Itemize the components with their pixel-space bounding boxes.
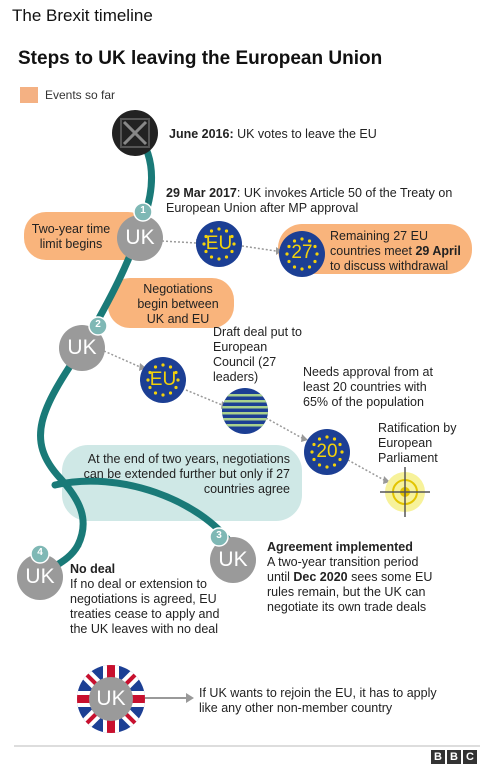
uk-label-step1: UK [125,226,155,249]
rejoin-text: If UK wants to rejoin the EU, it has to apply like any other non-member country [199,686,437,715]
label-27: 27 [291,242,313,263]
step2-number: 2 [95,319,101,330]
qualified-majority-icon [220,388,270,434]
draft-deal-text: Draft deal put to European Council (27 leaders) [213,325,302,384]
agreement-text-a: A two-year transition period until [267,555,419,584]
remaining-27-text [330,229,470,274]
event-june-2016 [169,127,469,142]
needs-approval-text: Needs approval from at least 20 countries with 65% of the population [303,365,433,409]
connector-uk-eu [162,241,196,243]
bbc-logo [431,750,477,764]
step1-number: 1 [140,205,146,216]
uk-label-step3: UK [218,548,248,571]
agreement-title: Agreement implemented [267,540,413,554]
ballot-vote-icon [112,110,158,156]
remaining-27-date: 29 April [415,244,461,258]
no-deal-block [70,562,230,637]
connector-eu-27 [242,246,276,251]
eu-label-2: EU [149,369,177,390]
step4-number: 4 [37,547,43,558]
bbc-logo-b2: B [447,750,461,764]
bbc-logo-b1: B [431,750,445,764]
step3-number: 3 [216,530,222,541]
agreement-date: Dec 2020 [293,570,348,584]
extension-text: At the end of two years, negotiations can be extended further but only if 27 countries agree [83,452,290,496]
connector-vote-20 [266,418,302,438]
remaining-27-line1: Remaining 27 EU [330,229,428,243]
page-supertitle: The Brexit timeline [12,6,153,25]
remaining-27-line2a: countries meet [330,244,416,258]
uk-label-rejoin: UK [96,687,126,710]
connector-eu2-vote [186,390,222,405]
two-year-limit-text: Two-year time limit begins [31,222,111,251]
no-deal-text: If no deal or extension to negotiations is agreed, EU treaties cease to apply and the UK leaves with no deal [70,577,220,636]
agreement-block [267,540,437,615]
event-article-50 [166,186,476,216]
event-june-2016-date: June 2016: [169,127,234,141]
eu-label-1: EU [205,233,233,254]
bbc-logo-c: C [463,750,477,764]
negotiations-text: Negotiations begin between UK and EU [137,282,219,326]
legend-label: Events so far [45,88,116,102]
remaining-27-line3: to discuss withdrawal [330,259,449,273]
no-deal-title: No deal [70,562,116,576]
label-20: 20 [316,441,338,462]
connector-uk2-eu2 [104,351,140,367]
event-article-50-text: : UK invokes Article 50 of the Treaty on European Union after MP approval [166,186,453,215]
uk-label-step2: UK [67,336,97,359]
ratification-text: Ratification by European Parliament [378,421,457,465]
event-june-2016-text: UK votes to leave the EU [233,127,377,141]
arrowhead-rejoin [186,693,194,703]
ratification-target-icon [380,467,430,517]
agreement-text-b: sees some EU rules remain, but the UK can negotiate its own trade deals [267,570,433,614]
uk-label-step4: UK [25,565,55,588]
event-article-50-date: 29 Mar 2017 [166,186,237,200]
page-title: Steps to UK leaving the European Union [18,48,383,69]
